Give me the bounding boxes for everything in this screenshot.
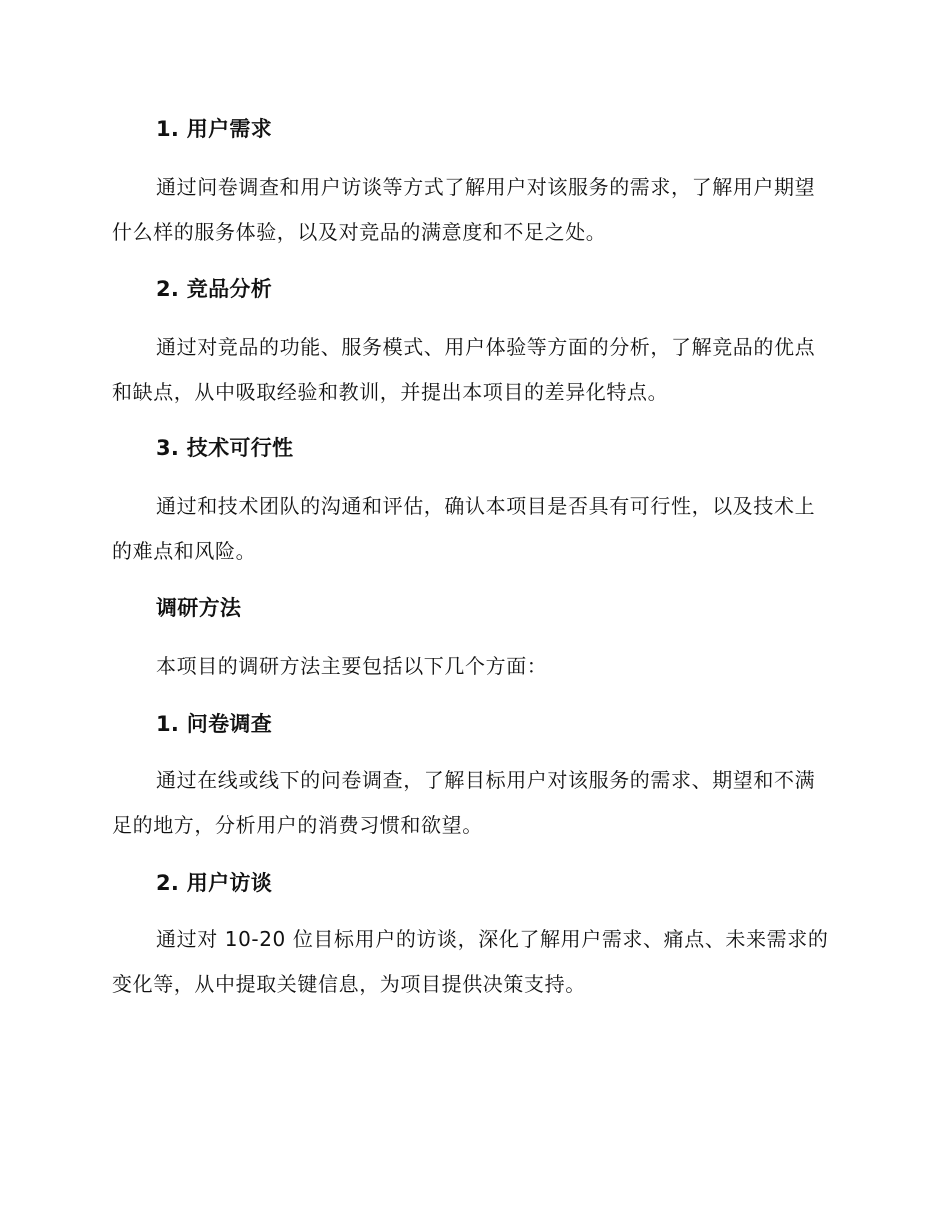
method-paragraph-questionnaire: 通过在线或线下的问卷调查，了解目标用户对该服务的需求、期望和不满足的地方，分析用户的消费习惯和欲望。 — [112, 768, 816, 837]
document-page — [112, 0, 832, 1230]
section-paragraph-competitor-analysis: 通过对竞品的功能、服务模式、用户体验等方面的分析，了解竞品的优点和缺点，从中吸取经验和教训，并提出本项目的差异化特点。 — [112, 335, 816, 404]
section-heading-user-needs: 1. 用户需求 — [156, 117, 272, 141]
section-heading-technical-feasibility: 3. 技术可行性 — [156, 436, 294, 460]
section-heading-competitor-analysis: 2. 竞品分析 — [156, 277, 272, 301]
section-paragraph-user-needs: 通过问卷调查和用户访谈等方式了解用户对该服务的需求，了解用户期望什么样的服务体验，以及对竞品的满意度和不足之处。 — [112, 175, 816, 244]
section-paragraph-technical-feasibility: 通过和技术团队的沟通和评估，确认本项目是否具有可行性，以及技术上的难点和风险。 — [112, 494, 816, 563]
method-heading-user-interview: 2. 用户访谈 — [156, 871, 272, 895]
method-heading-questionnaire: 1. 问卷调查 — [156, 712, 272, 736]
methods-intro: 本项目的调研方法主要包括以下几个方面： — [156, 654, 548, 678]
method-paragraph-user-interview: 通过对 10-20 位目标用户的访谈，深化了解用户需求、痛点、未来需求的变化等，从中提取关键信息，为项目提供决策支持。 — [112, 927, 829, 996]
methods-title: 调研方法 — [156, 596, 242, 620]
